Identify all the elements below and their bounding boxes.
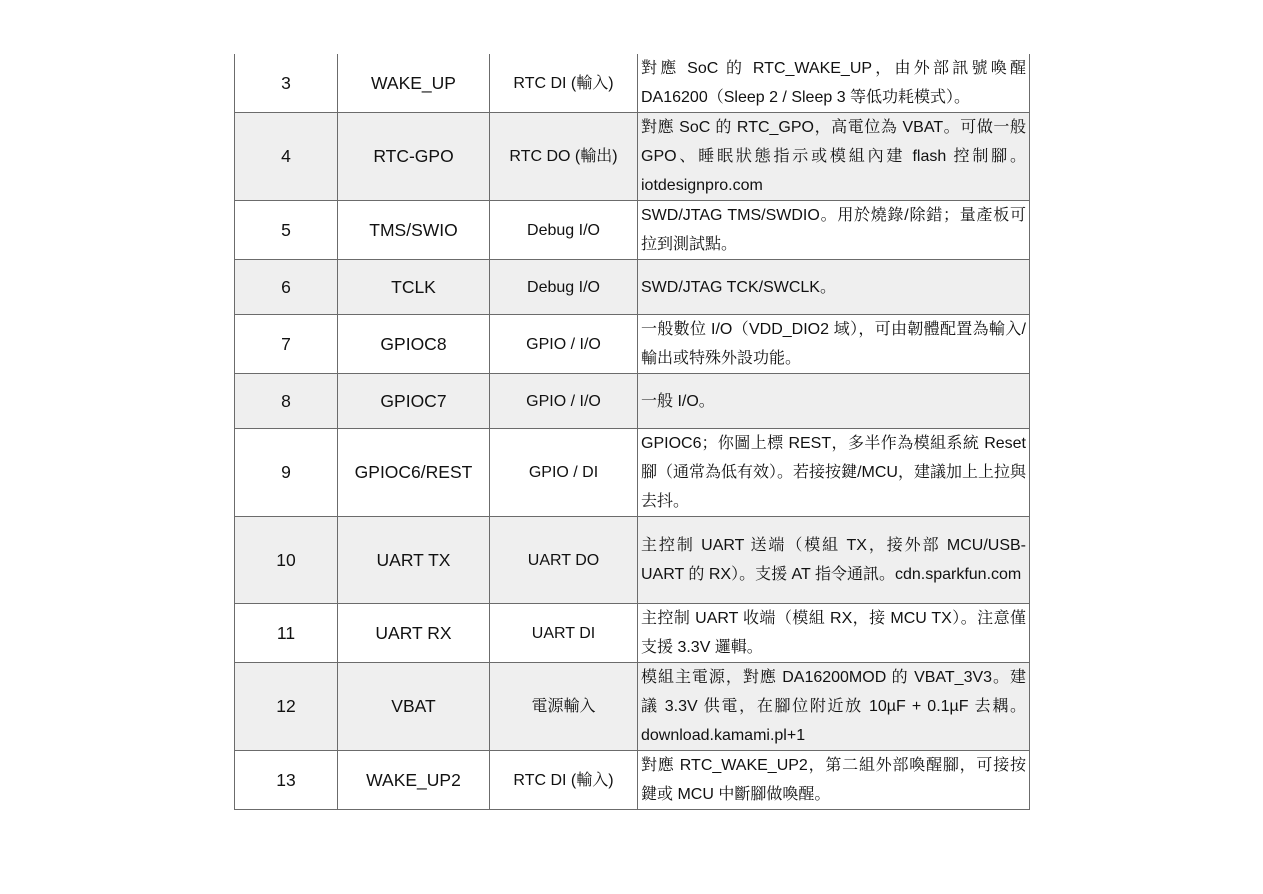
- pin-number-cell: 10: [235, 517, 338, 604]
- table-row: [235, 517, 1030, 604]
- table-row: [235, 54, 1030, 113]
- pin-number-cell: 9: [235, 429, 338, 517]
- pin-description-cell: 模組主電源，對應 DA16200MOD 的 VBAT_3V3。建議 3.3V 供電，在腳位附近放 10µF + 0.1µF 去耦。download.kamami.pl+1: [638, 663, 1030, 751]
- pin-description-cell: 一般數位 I/O（VDD_DIO2 域），可由韌體配置為輸入/輸出或特殊外設功能。: [638, 315, 1030, 374]
- table-row: [235, 751, 1030, 810]
- table-row: [235, 663, 1030, 751]
- table-row: [235, 113, 1030, 201]
- pin-type-cell: Debug I/O: [490, 260, 638, 315]
- table-row: [235, 604, 1030, 663]
- pin-number-cell: 13: [235, 751, 338, 810]
- table-row: [235, 201, 1030, 260]
- pin-type-cell: 電源輸入: [490, 663, 638, 751]
- pin-type-cell: RTC DI (輸入): [490, 751, 638, 810]
- pin-type-cell: GPIO / I/O: [490, 374, 638, 429]
- pin-type-cell: RTC DI (輸入): [490, 54, 638, 113]
- pin-description-cell: 對應 SoC 的 RTC_GPO，高電位為 VBAT。可做一般 GPO、睡眠狀態指示或模組內建 flash 控制腳。iotdesignpro.com: [638, 113, 1030, 201]
- table-row: [235, 429, 1030, 517]
- pin-number-cell: 6: [235, 260, 338, 315]
- pin-type-cell: GPIO / I/O: [490, 315, 638, 374]
- pin-name-cell: GPIOC6/REST: [338, 429, 490, 517]
- pin-name-cell: TCLK: [338, 260, 490, 315]
- pin-number-cell: 3: [235, 54, 338, 113]
- pin-type-cell: UART DO: [490, 517, 638, 604]
- pin-number-cell: 11: [235, 604, 338, 663]
- pin-description-cell: 主控制 UART 收端（模組 RX，接 MCU TX）。注意僅支援 3.3V 邏輯。: [638, 604, 1030, 663]
- pin-number-cell: 8: [235, 374, 338, 429]
- pin-type-cell: GPIO / DI: [490, 429, 638, 517]
- table-row: [235, 315, 1030, 374]
- pin-type-cell: Debug I/O: [490, 201, 638, 260]
- pin-description-cell: 對應 RTC_WAKE_UP2，第二組外部喚醒腳，可接按鍵或 MCU 中斷腳做喚醒。: [638, 751, 1030, 810]
- pin-name-cell: WAKE_UP: [338, 54, 490, 113]
- pin-number-cell: 5: [235, 201, 338, 260]
- pin-name-cell: VBAT: [338, 663, 490, 751]
- table-row: [235, 374, 1030, 429]
- pin-type-cell: RTC DO (輸出): [490, 113, 638, 201]
- pin-description-cell: 主控制 UART 送端（模組 TX，接外部 MCU/USB-UART 的 RX）。支援 AT 指令通訊。cdn.sparkfun.com: [638, 517, 1030, 604]
- pin-description-cell: SWD/JTAG TCK/SWCLK。: [638, 260, 1030, 315]
- pin-type-cell: UART DI: [490, 604, 638, 663]
- pin-name-cell: UART RX: [338, 604, 490, 663]
- pin-name-cell: TMS/SWIO: [338, 201, 490, 260]
- pin-description-cell: GPIOC6；你圖上標 REST，多半作為模組系統 Reset 腳（通常為低有效）。若接按鍵/MCU，建議加上上拉與去抖。: [638, 429, 1030, 517]
- table-row: [235, 260, 1030, 315]
- pin-name-cell: RTC-GPO: [338, 113, 490, 201]
- pin-name-cell: UART TX: [338, 517, 490, 604]
- pin-name-cell: WAKE_UP2: [338, 751, 490, 810]
- pin-number-cell: 12: [235, 663, 338, 751]
- pin-name-cell: GPIOC7: [338, 374, 490, 429]
- pin-name-cell: GPIOC8: [338, 315, 490, 374]
- pin-description-table: [234, 54, 1030, 810]
- pin-description-cell: 一般 I/O。: [638, 374, 1030, 429]
- pin-description-cell: SWD/JTAG TMS/SWDIO。用於燒錄/除錯；量產板可拉到測試點。: [638, 201, 1030, 260]
- pin-description-cell: 對應 SoC 的 RTC_WAKE_UP，由外部訊號喚醒 DA16200（Sleep 2 / Sleep 3 等低功耗模式）。: [638, 54, 1030, 113]
- pin-number-cell: 4: [235, 113, 338, 201]
- pin-number-cell: 7: [235, 315, 338, 374]
